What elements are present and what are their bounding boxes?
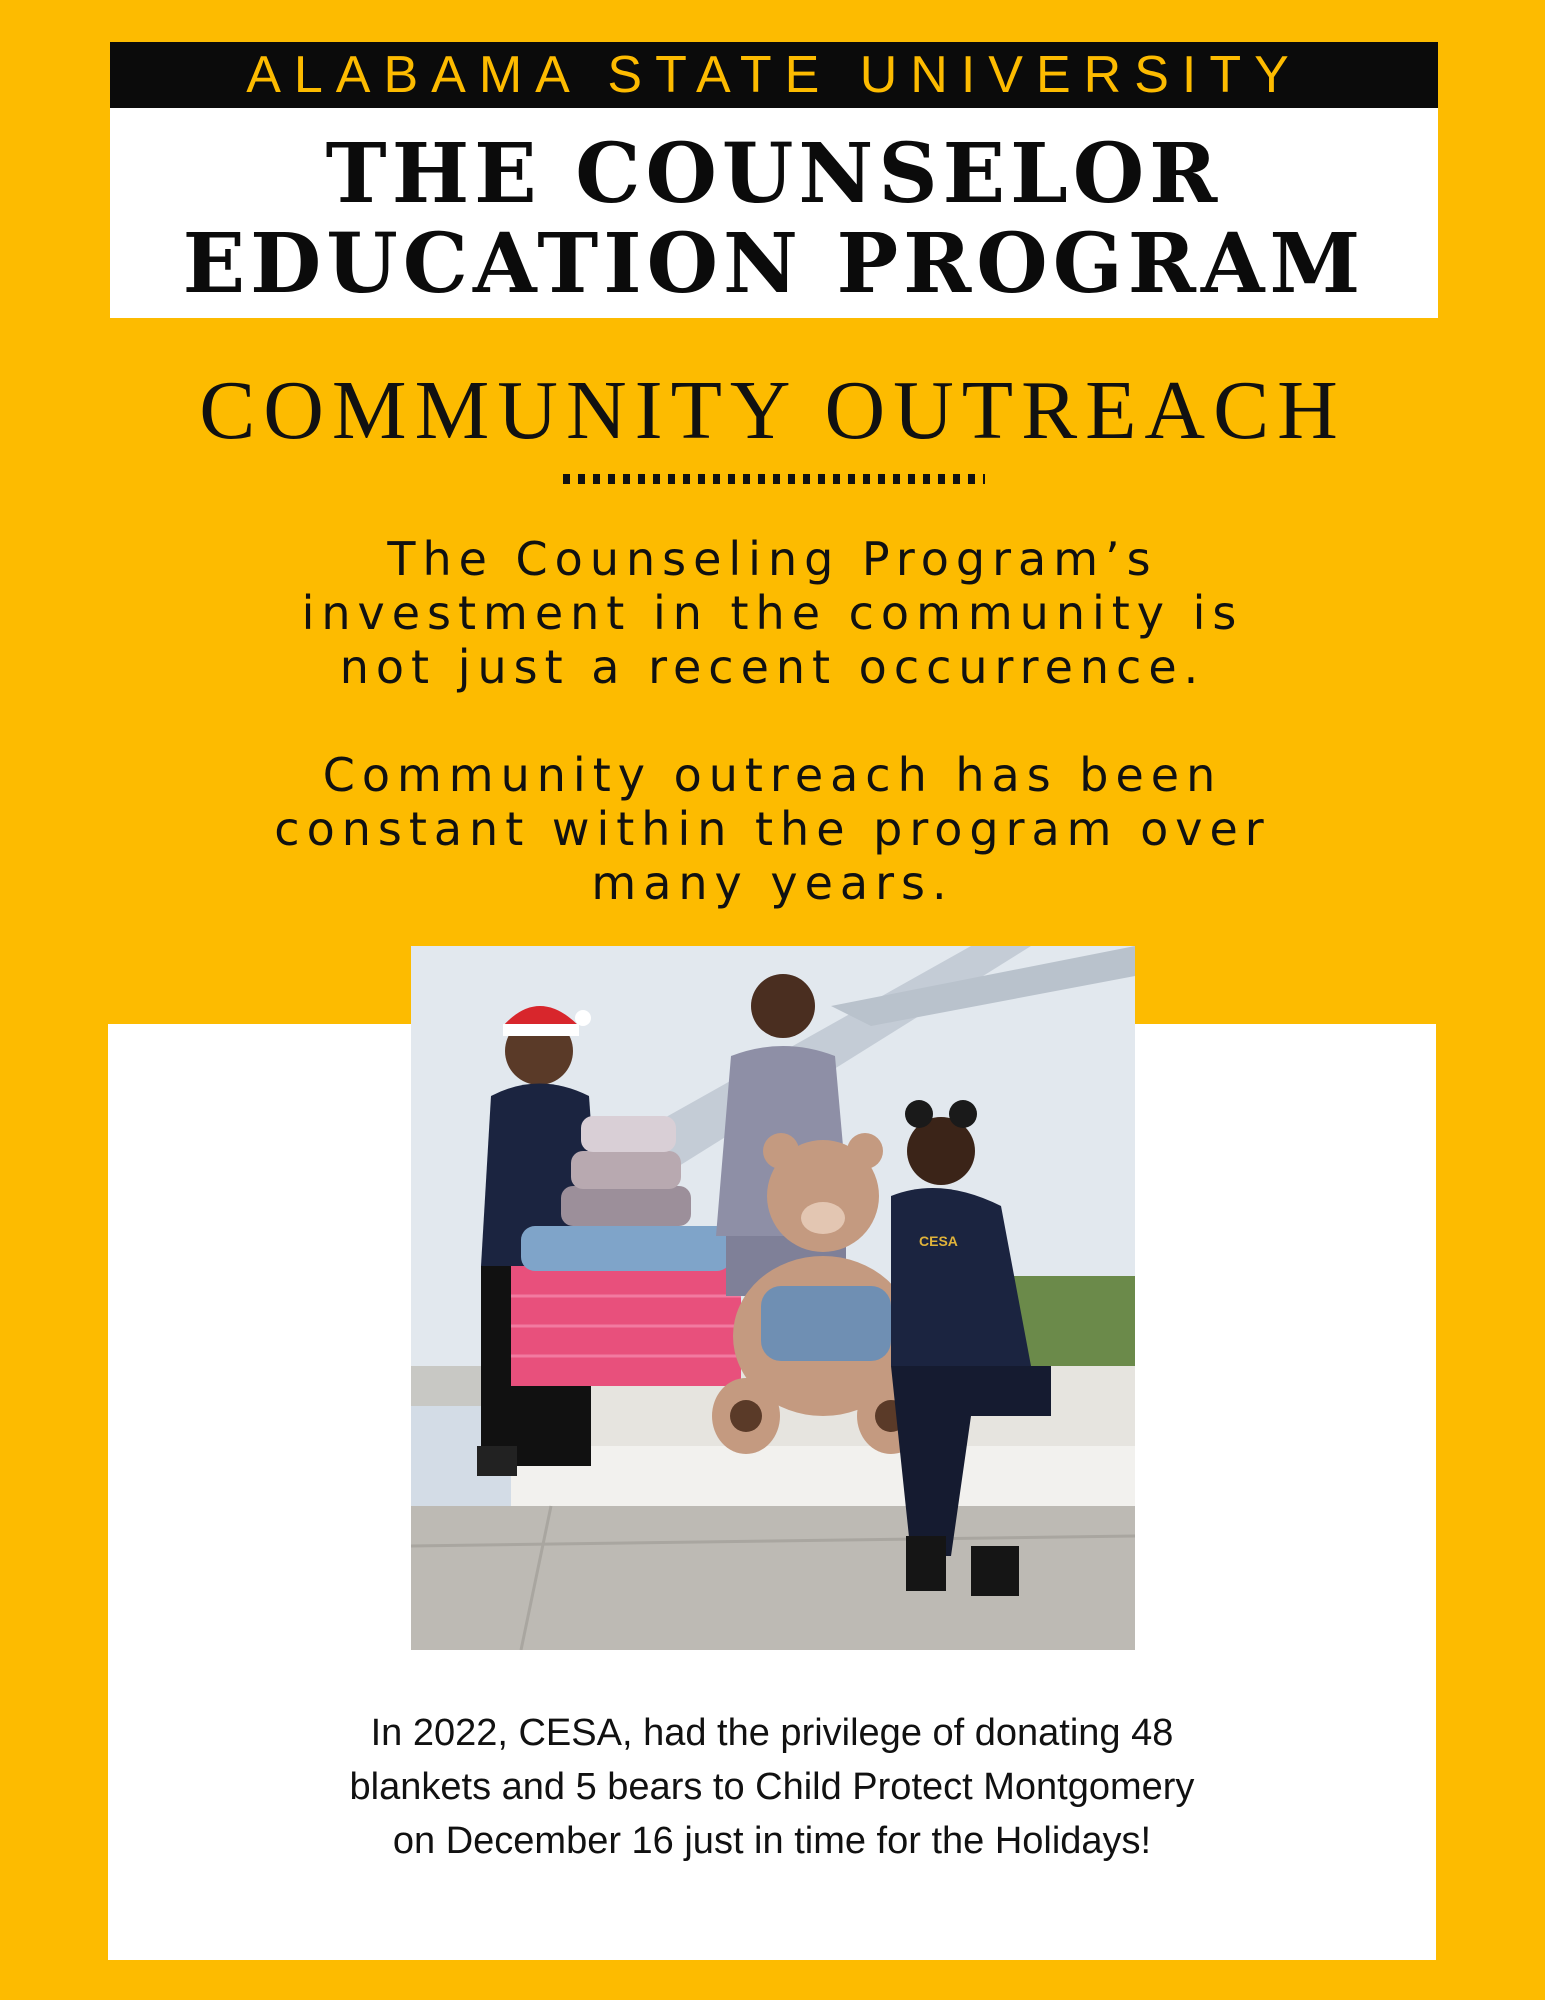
- program-title-line-1: THE COUNSELOR: [325, 126, 1223, 222]
- donation-photo: [411, 946, 1135, 1650]
- donation-photo-illustration: [411, 946, 1135, 1650]
- intro-paragraph-2: [0, 748, 1545, 910]
- intro-line: investment in the community is: [301, 586, 1244, 640]
- intro-line: many years.: [591, 856, 954, 910]
- photo-caption: [108, 1706, 1436, 1868]
- section-heading: COMMUNITY OUTREACH: [199, 364, 1346, 457]
- intro-line: Community outreach has been: [322, 748, 1223, 802]
- caption-line: blankets and 5 bears to Child Protect Montgomery: [349, 1766, 1195, 1808]
- caption-line: on December 16 just in time for the Holidays!: [392, 1820, 1152, 1862]
- shirt-logo-text: CESA: [919, 1233, 958, 1249]
- intro-line: not just a recent occurrence.: [339, 640, 1206, 694]
- university-banner: ALABAMA STATE UNIVERSITY: [110, 42, 1438, 108]
- program-title-box: [110, 108, 1438, 318]
- caption-line: In 2022, CESA, had the privilege of donating 48: [370, 1712, 1174, 1754]
- dotted-divider: [563, 474, 985, 484]
- program-title-line-2: EDUCATION PROGRAM: [182, 216, 1366, 312]
- intro-paragraph-1: [0, 532, 1545, 694]
- intro-line: The Counseling Program’s: [387, 532, 1158, 586]
- intro-line: constant within the program over: [274, 802, 1271, 856]
